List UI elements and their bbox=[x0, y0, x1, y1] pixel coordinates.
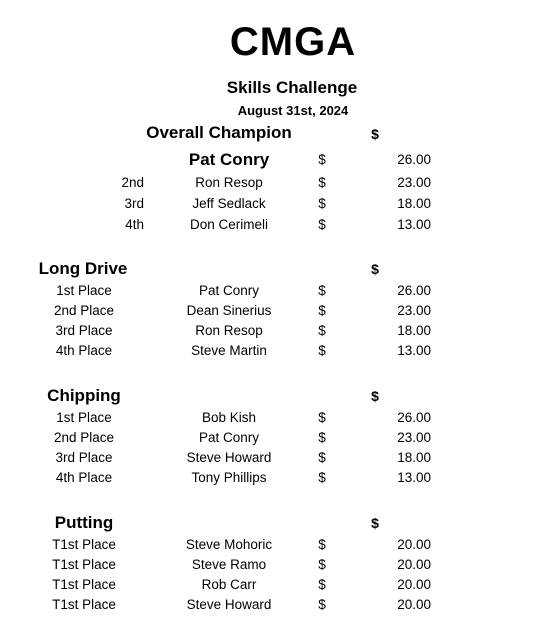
table-row-amount: 13.00 bbox=[397, 343, 431, 358]
table-row-name: Bob Kish bbox=[201, 410, 257, 425]
table-row-currency: $ bbox=[318, 323, 326, 338]
table-row-place: 3rd Place bbox=[55, 450, 113, 465]
overall-row-name: Jeff Sedlack bbox=[192, 196, 266, 211]
event-date: August 31st, 2024 bbox=[237, 103, 349, 118]
overall-row-place: 4th bbox=[125, 217, 144, 232]
overall-row-place: 2nd bbox=[121, 175, 144, 190]
table-row-place: T1st Place bbox=[52, 537, 116, 552]
table-row-name: Rob Carr bbox=[201, 577, 257, 592]
page-subtitle: Skills Challenge bbox=[226, 78, 358, 97]
overall-row-amount: 18.00 bbox=[397, 196, 431, 211]
table-row-currency: $ bbox=[318, 343, 326, 358]
overall-row-name: Ron Resop bbox=[195, 175, 263, 190]
table-row-name: Ron Resop bbox=[195, 323, 263, 338]
table-row-currency: $ bbox=[318, 450, 326, 465]
table-row-amount: 20.00 bbox=[397, 577, 431, 592]
overall-champion-amount: 26.00 bbox=[397, 152, 431, 167]
overall-row-name: Don Cerimeli bbox=[189, 217, 269, 232]
section-heading-putting: Putting bbox=[54, 513, 114, 532]
table-row-place: 4th Place bbox=[55, 470, 113, 485]
table-row-currency: $ bbox=[318, 537, 326, 552]
section-currency-header: $ bbox=[371, 388, 379, 404]
page-title: CMGA bbox=[229, 20, 357, 64]
overall-row-currency: $ bbox=[318, 217, 326, 232]
overall-champion-heading: Overall Champion bbox=[146, 123, 292, 142]
table-row-amount: 13.00 bbox=[397, 470, 431, 485]
table-row-name: Tony Phillips bbox=[191, 470, 267, 485]
table-row-name: Steve Mohoric bbox=[185, 537, 273, 552]
table-row-amount: 20.00 bbox=[397, 597, 431, 612]
table-row-currency: $ bbox=[318, 470, 326, 485]
table-row-amount: 26.00 bbox=[397, 410, 431, 425]
table-row-place: T1st Place bbox=[52, 557, 116, 572]
table-row-place: 4th Place bbox=[55, 343, 113, 358]
table-row-currency: $ bbox=[318, 557, 326, 572]
table-row-place: T1st Place bbox=[52, 577, 116, 592]
table-row-currency: $ bbox=[318, 303, 326, 318]
table-row-currency: $ bbox=[318, 430, 326, 445]
table-row-place: 1st Place bbox=[56, 410, 112, 425]
table-row-currency: $ bbox=[318, 410, 326, 425]
section-currency-header: $ bbox=[371, 261, 379, 277]
table-row-place: 3rd Place bbox=[55, 323, 113, 338]
table-row-name: Steve Howard bbox=[186, 597, 272, 612]
table-row-amount: 18.00 bbox=[397, 450, 431, 465]
table-row-place: 2nd Place bbox=[53, 430, 115, 445]
table-row-name: Pat Conry bbox=[198, 430, 260, 445]
overall-row-currency: $ bbox=[318, 175, 326, 190]
table-row-place: 2nd Place bbox=[53, 303, 115, 318]
table-row-name: Pat Conry bbox=[198, 283, 260, 298]
section-heading-long-drive: Long Drive bbox=[38, 259, 128, 278]
overall-row-amount: 13.00 bbox=[397, 217, 431, 232]
table-row-name: Dean Sinerius bbox=[186, 303, 272, 318]
table-row-currency: $ bbox=[318, 283, 326, 298]
table-row-currency: $ bbox=[318, 597, 326, 612]
overall-currency-header: $ bbox=[371, 126, 379, 142]
table-row-place: T1st Place bbox=[52, 597, 116, 612]
table-row-amount: 26.00 bbox=[397, 283, 431, 298]
table-row-amount: 20.00 bbox=[397, 537, 431, 552]
section-heading-chipping: Chipping bbox=[47, 386, 121, 405]
overall-champion-name: Pat Conry bbox=[188, 150, 270, 169]
overall-row-amount: 23.00 bbox=[397, 175, 431, 190]
table-row-amount: 23.00 bbox=[397, 303, 431, 318]
table-row-amount: 18.00 bbox=[397, 323, 431, 338]
overall-champion-currency: $ bbox=[318, 152, 326, 167]
table-row-name: Steve Howard bbox=[186, 450, 272, 465]
overall-row-place: 3rd bbox=[124, 196, 144, 211]
table-row-name: Steve Martin bbox=[191, 343, 267, 358]
table-row-name: Steve Ramo bbox=[191, 557, 267, 572]
table-row-currency: $ bbox=[318, 577, 326, 592]
table-row-place: 1st Place bbox=[56, 283, 112, 298]
table-row-amount: 23.00 bbox=[397, 430, 431, 445]
overall-row-currency: $ bbox=[318, 196, 326, 211]
table-row-amount: 20.00 bbox=[397, 557, 431, 572]
section-currency-header: $ bbox=[371, 515, 379, 531]
